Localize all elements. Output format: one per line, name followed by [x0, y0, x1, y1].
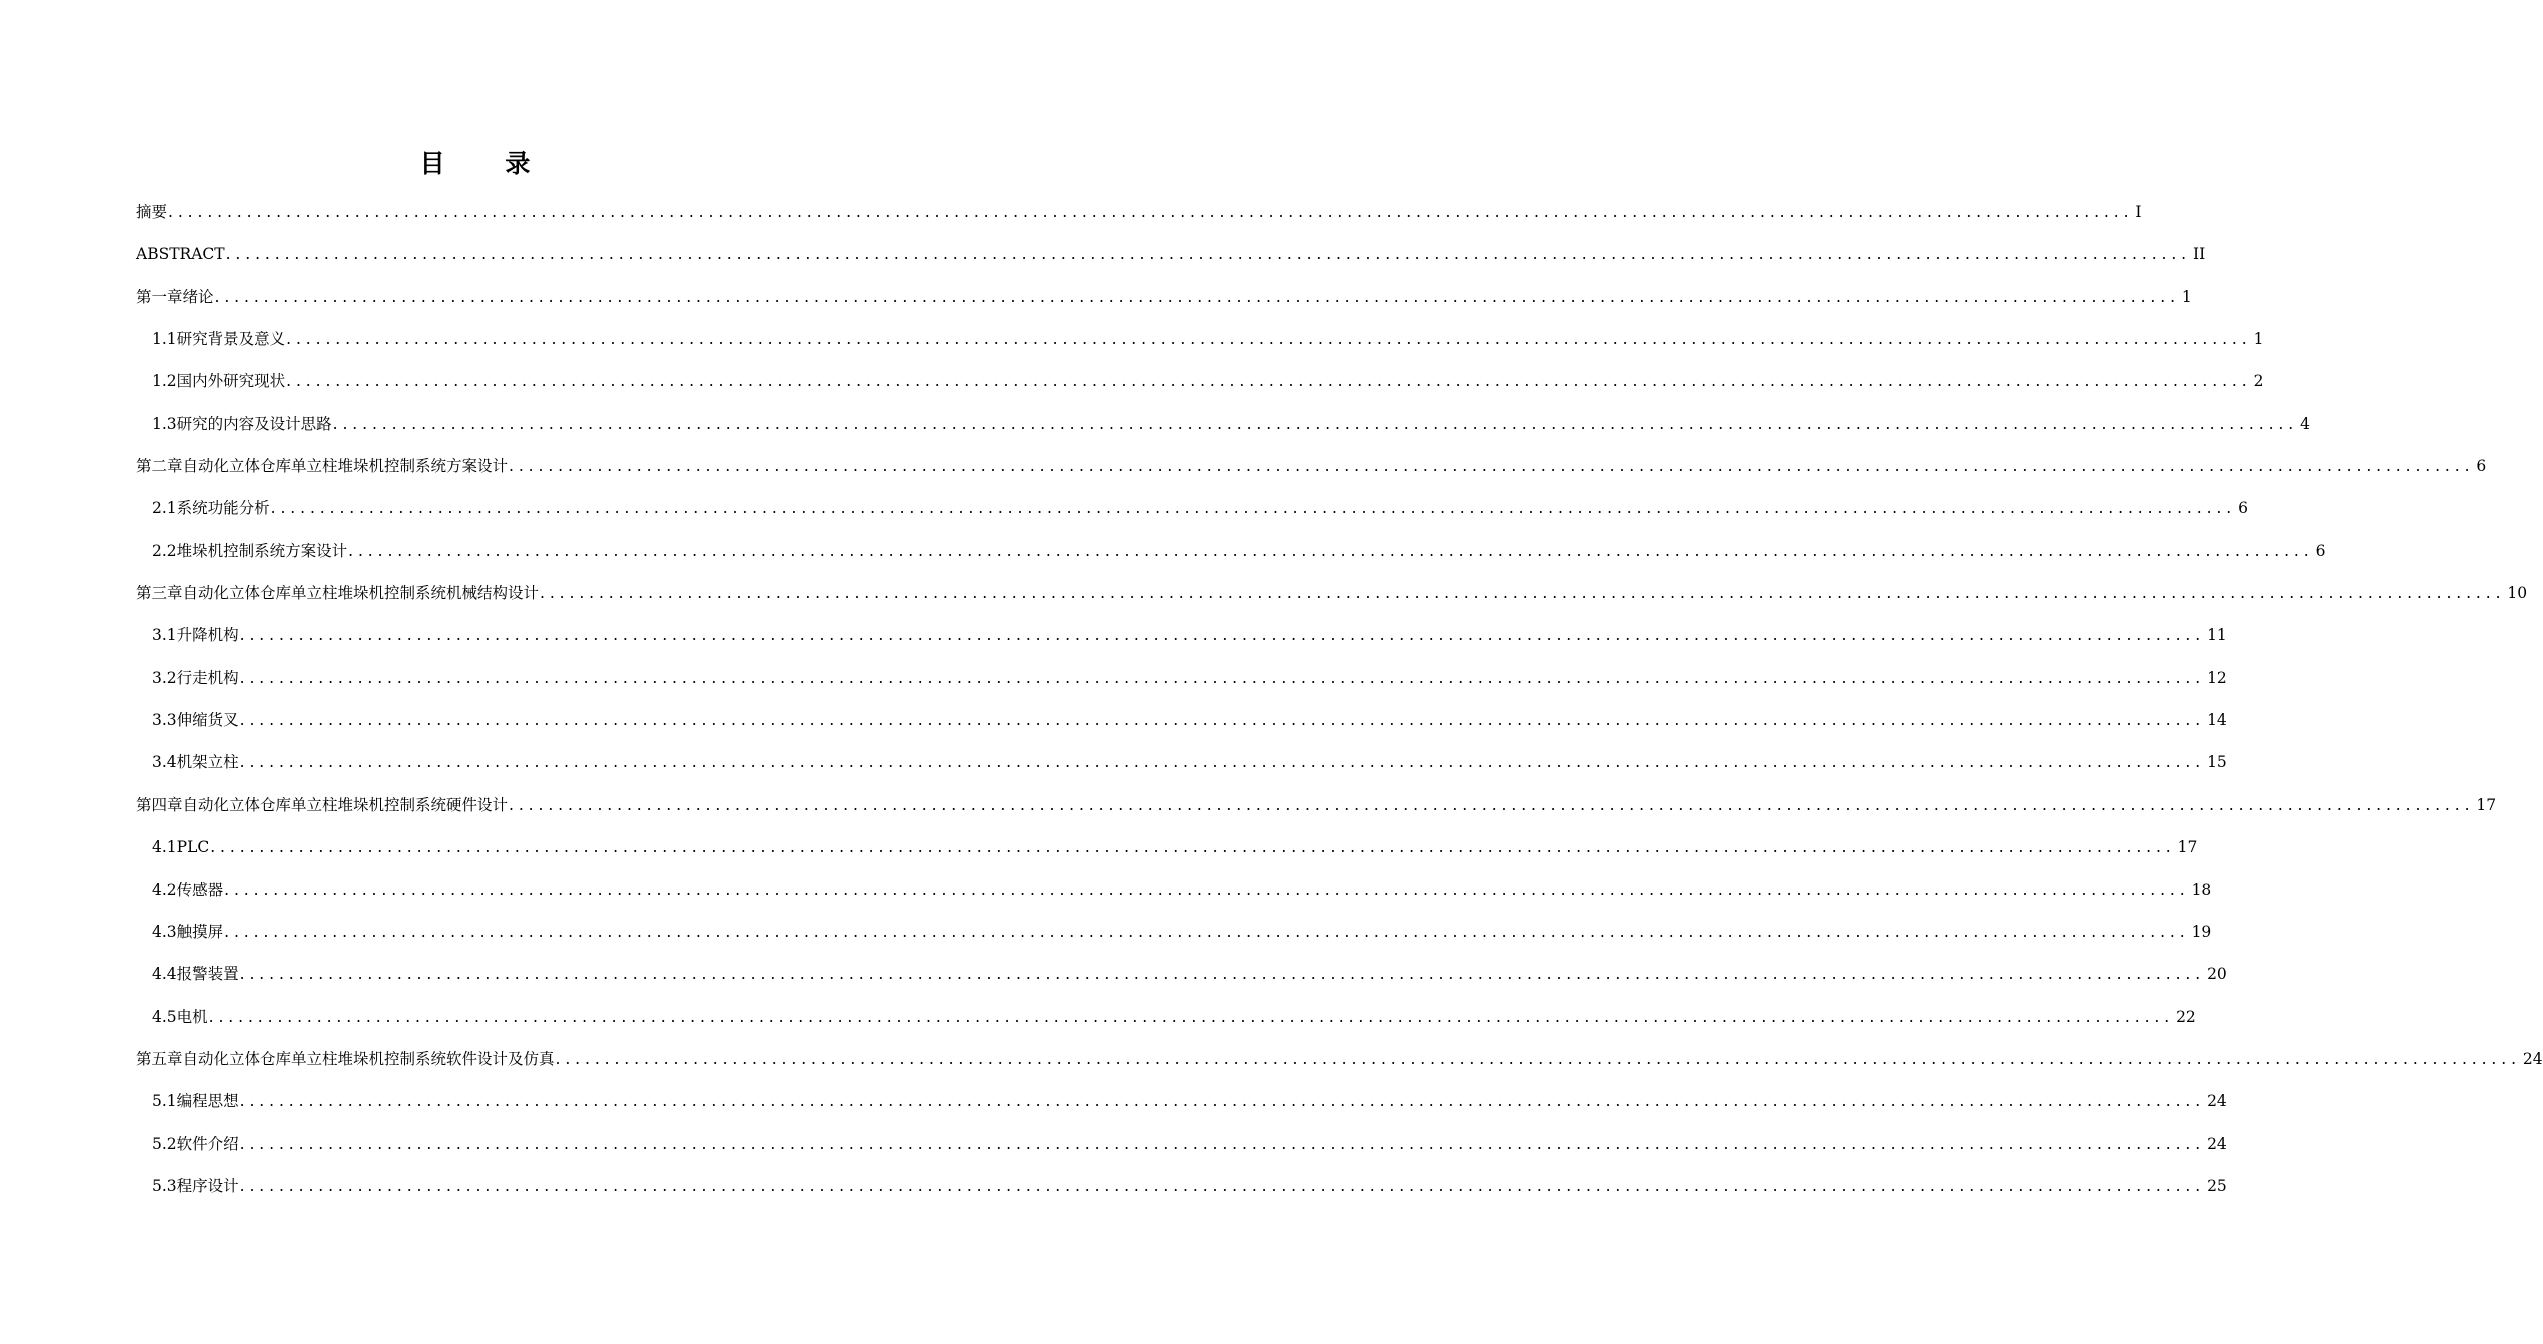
toc-dot-leader: ........................................................................................................................................................................................................: [239, 965, 2206, 984]
toc-entry-page-number: I: [2135, 203, 2142, 221]
toc-entry-label: 第三章自动化立体仓库单立柱堆垛机控制系统机械结构设计: [136, 584, 540, 603]
toc-dot-leader: ........................................................................................................................................................................................................: [225, 245, 2192, 264]
toc-dot-leader: ........................................................................................................................................................................................................: [208, 1007, 2175, 1026]
toc-dot-leader: ........................................................................................................................................................................................................: [239, 626, 2206, 645]
toc-entry-page-number: 14: [2207, 711, 2227, 730]
toc-entry[interactable]: [136, 784, 2497, 826]
toc-entry[interactable]: [136, 953, 2227, 995]
toc-entry-page-number: 22: [2176, 1007, 2196, 1026]
toc-entry[interactable]: [136, 869, 2212, 911]
toc-entry-label: 4.5电机: [152, 1007, 208, 1026]
toc-dot-leader: ........................................................................................................................................................................................................: [286, 372, 2252, 391]
toc-entry[interactable]: [136, 911, 2212, 953]
toc-entry-label: 5.2软件介绍: [152, 1134, 239, 1153]
toc-entry-label: 2.2堆垛机控制系统方案设计: [152, 541, 348, 560]
toc-entry[interactable]: [136, 1038, 2543, 1080]
toc-entry[interactable]: [136, 318, 2264, 360]
toc-entry-label: 第五章自动化立体仓库单立柱堆垛机控制系统软件设计及仿真: [136, 1049, 555, 1068]
toc-entry[interactable]: [136, 403, 2310, 445]
toc-dot-leader: ........................................................................................................................................................................................................: [224, 922, 2190, 941]
toc-dot-leader: ........................................................................................................................................................................................................: [239, 753, 2206, 772]
toc-dot-leader: ........................................................................................................................................................................................................: [239, 1176, 2206, 1195]
toc-entry-label: 第四章自动化立体仓库单立柱堆垛机控制系统硬件设计: [136, 795, 509, 814]
toc-dot-leader: ........................................................................................................................................................................................................: [509, 795, 2475, 814]
toc-entry[interactable]: [136, 741, 2227, 783]
toc-entry[interactable]: [136, 614, 2227, 656]
toc-entry-page-number: II: [2193, 245, 2206, 264]
toc-entry[interactable]: [136, 826, 2198, 868]
toc-entry-page-number: 15: [2207, 753, 2227, 772]
toc-entry-page-number: 24: [2207, 1092, 2227, 1111]
toc-dot-leader: ........................................................................................................................................................................................................: [214, 287, 2180, 306]
toc-entry-label: 4.3触摸屏: [152, 922, 224, 941]
toc-dot-leader: ........................................................................................................................................................................................................: [348, 541, 2314, 560]
toc-entry[interactable]: [136, 699, 2227, 741]
toc-dot-leader: ........................................................................................................................................................................................................: [286, 330, 2252, 349]
table-of-contents: [136, 191, 2543, 1207]
toc-entry-page-number: 4: [2300, 414, 2310, 433]
toc-entry[interactable]: [136, 1123, 2227, 1165]
toc-entry[interactable]: [136, 996, 2196, 1038]
toc-entry[interactable]: [136, 1080, 2227, 1122]
toc-entry-label: 1.1研究背景及意义: [152, 330, 286, 349]
toc-entry[interactable]: [136, 530, 2326, 572]
toc-entry-label: 5.3程序设计: [152, 1176, 239, 1195]
toc-entry-page-number: 24: [2207, 1134, 2227, 1153]
toc-entry[interactable]: [136, 657, 2227, 699]
toc-entry-label: 1.2国内外研究现状: [152, 372, 286, 391]
toc-dot-leader: ........................................................................................................................................................................................................: [509, 457, 2475, 476]
toc-entry-page-number: 25: [2207, 1176, 2227, 1195]
toc-dot-leader: ........................................................................................................................................................................................................: [239, 711, 2206, 730]
toc-entry-page-number: 17: [2476, 795, 2497, 814]
toc-entry-page-number: 12: [2207, 668, 2227, 687]
toc-entry-page-number: 6: [2238, 499, 2248, 518]
toc-entry[interactable]: [136, 487, 2248, 529]
toc-entry-page-number: 24: [2522, 1049, 2543, 1068]
toc-dot-leader: ........................................................................................................................................................................................................: [239, 668, 2206, 687]
toc-entry[interactable]: [136, 572, 2528, 614]
toc-entry[interactable]: [136, 233, 2206, 275]
toc-entry-label: 4.2传感器: [152, 880, 224, 899]
toc-entry-page-number: 10: [2507, 584, 2528, 603]
toc-entry-label: 1.3研究的内容及设计思路: [152, 414, 332, 433]
toc-title: 目 录: [419, 149, 557, 178]
toc-entry-page-number: 1: [2253, 330, 2264, 349]
toc-entry[interactable]: [136, 1165, 2227, 1207]
toc-dot-leader: ........................................................................................................................................................................................................: [270, 499, 2237, 518]
toc-entry-page-number: 18: [2191, 880, 2212, 899]
toc-dot-leader: ........................................................................................................................................................................................................: [239, 1134, 2206, 1153]
toc-entry-label: 第一章绪论: [136, 287, 214, 306]
toc-entry[interactable]: [136, 445, 2487, 487]
toc-entry[interactable]: [136, 360, 2264, 402]
toc-entry-page-number: 11: [2207, 626, 2227, 645]
toc-entry[interactable]: [136, 276, 2192, 318]
toc-entry-page-number: 2: [2253, 372, 2264, 391]
toc-entry-page-number: 19: [2191, 922, 2212, 941]
toc-entry-label: 3.4机架立柱: [152, 753, 239, 772]
toc-entry-label: 3.3伸缩货叉: [152, 711, 239, 730]
toc-entry-label: 第二章自动化立体仓库单立柱堆垛机控制系统方案设计: [136, 457, 509, 476]
toc-entry-page-number: 20: [2207, 965, 2227, 984]
toc-dot-leader: ........................................................................................................................................................................................................: [239, 1092, 2206, 1111]
toc-dot-leader: ........................................................................................................................................................................................................: [210, 838, 2176, 857]
toc-entry-page-number: 6: [2315, 541, 2326, 560]
toc-entry-label: 3.2行走机构: [152, 668, 239, 687]
toc-entry-label: 4.1PLC: [152, 838, 210, 857]
toc-dot-leader: ........................................................................................................................................................................................................: [555, 1049, 2521, 1068]
toc-dot-leader: ........................................................................................................................................................................................................: [540, 584, 2506, 603]
toc-entry-label: 5.1编程思想: [152, 1092, 239, 1111]
toc-dot-leader: ........................................................................................................................................................................................................: [224, 880, 2190, 899]
toc-entry[interactable]: [136, 191, 2142, 233]
toc-dot-leader: ........................................................................................................................................................................................................: [332, 414, 2299, 433]
toc-entry-label: 2.1系统功能分析: [152, 499, 270, 518]
toc-dot-leader: ........................................................................................................................................................................................................: [168, 203, 2134, 221]
toc-entry-label: 4.4报警装置: [152, 965, 239, 984]
toc-entry-label: ABSTRACT: [136, 245, 225, 264]
toc-entry-label: 3.1升降机构: [152, 626, 239, 645]
toc-entry-page-number: 1: [2181, 287, 2192, 306]
toc-entry-page-number: 6: [2476, 457, 2487, 476]
toc-entry-label: 摘要: [136, 203, 168, 221]
toc-entry-page-number: 17: [2177, 838, 2198, 857]
